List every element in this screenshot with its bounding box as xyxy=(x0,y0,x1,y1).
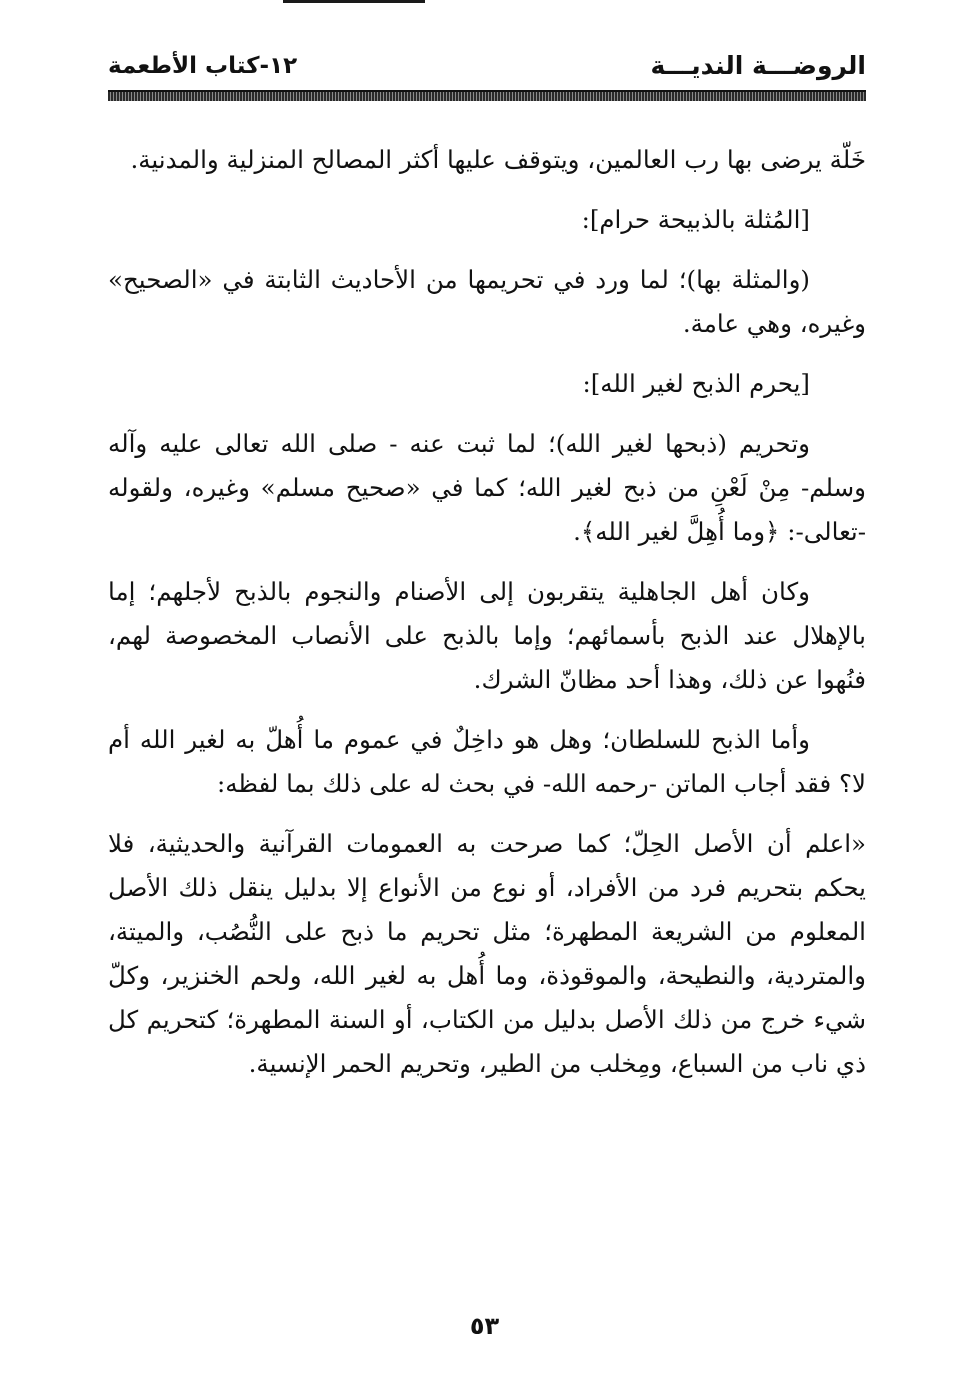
paragraph: (والمثلة بها)؛ لما ورد في تحريمها من الأحاديث الثابتة في «الصحيح» وغيره، وهي عامة. xyxy=(108,265,866,338)
running-header xyxy=(108,46,866,90)
paragraph: وأما الذبح للسلطان؛ وهل هو داخِلٌ في عموم ما أُهلّ به لغير الله أم لا؟ فقد أجاب الماتن -رحمه الله- في بحث له على ذلك بما لفظه: xyxy=(108,725,866,798)
top-edge-mark xyxy=(283,0,425,3)
header-divider xyxy=(108,90,866,101)
paragraph: وتحريم (ذبحها لغير الله)؛ لما ثبت عنه - صلى الله تعالى عليه وآله وسلم- مِنْ لَعْنِ من ذبح لغير الله؛ كما في «صحيح مسلم» وغيره، ولقوله -تعالى-: ﴿وما أُهِلَّ لغير الله﴾. xyxy=(108,429,866,546)
paragraph: وكان أهل الجاهلية يتقربون إلى الأصنام والنجوم بالذبح لأجلهم؛ إما بالإهلال عند الذبح بأسمائهم؛ وإما بالذبح على الأنصاب المخصوصة لهم، فنُهوا عن ذلك، وهذا أحد مظانّ الشرك. xyxy=(108,577,866,694)
page-body xyxy=(108,138,866,1102)
section-heading: [المُثلة بالذبيحة حرام]: xyxy=(581,205,810,234)
book-title: الروضـــة النديـــة xyxy=(650,51,866,80)
quoted-paragraph: «اعلم أن الأصل الحِلّ؛ كما صرحت به العمومات القرآنية والحديثية، فلا يحكم بتحريم فرد من الأفراد، أو نوع من الأنواع إلا بدليل ينقل ذلك الأصل المعلوم من الشريعة المطهرة؛ مثل تحريم ما ذبح على النُّصُب، والميتة، والمتردية، والنطيحة، والموقوذة، وما أُهل به لغير الله، ولحم الخنزير، وكلّ شيء خرج من ذلك الأصل بدليل من الكتاب، أو السنة المطهرة؛ كتحريم كل ذي ناب من السباع، ومِخلب من الطير، وتحريم الحمر الإنسية. xyxy=(108,829,866,1078)
section-heading: [يحرم الذبح لغير الله]: xyxy=(582,369,810,398)
page-number: ٥٣ xyxy=(469,1312,500,1340)
chapter-title: ١٢-كتاب الأطعمة xyxy=(108,53,298,79)
paragraph: خَلّة يرضى بها رب العالمين، ويتوقف عليها أكثر المصالح المنزلية والمدنية. xyxy=(130,145,866,174)
